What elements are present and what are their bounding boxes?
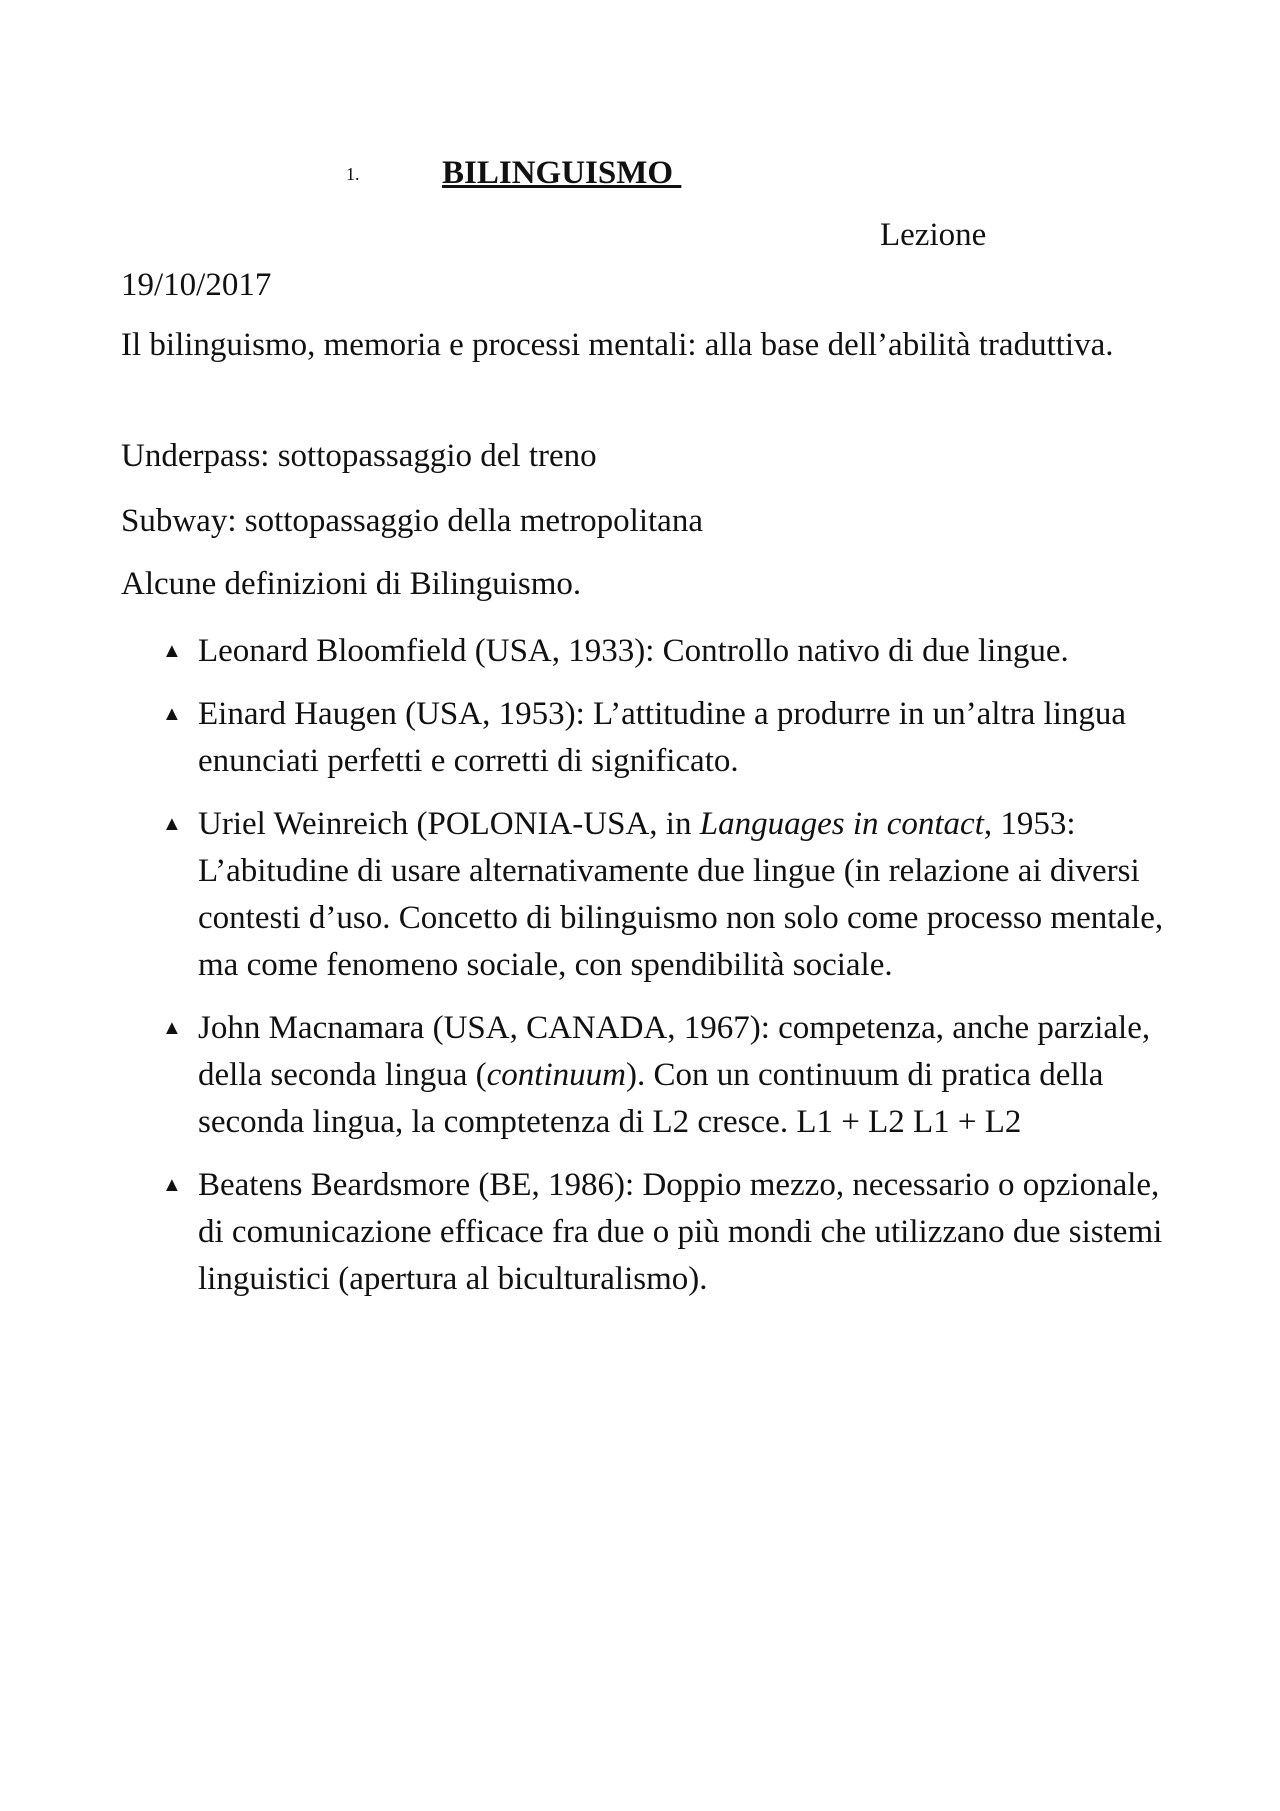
triangle-bullet-icon: ▲	[162, 813, 182, 835]
definition-text-part: ). Con un continuum di pratica della seconda lingua, la comptetenza di L2 cresce. L1 + L2 L1 + L2	[198, 1057, 1104, 1140]
triangle-bullet-icon: ▲	[162, 1174, 182, 1196]
definition-text-part: Uriel Weinreich (POLONIA-USA, in	[198, 806, 700, 842]
section-heading	[0, 150, 1280, 200]
definition-text-part: , 1953: L’abitudine di usare alternativamente due lingue (in relazione ai diversi contesti d’uso. Concetto di bilinguismo non solo come processo mentale, ma come fenomeno sociale, con spendibilità sociale.	[198, 806, 1164, 983]
list-item	[162, 1162, 1180, 1303]
lesson-date: 19/10/2017	[121, 267, 272, 303]
triangle-bullet-icon: ▲	[162, 703, 182, 725]
definitions-list	[0, 628, 1280, 1319]
definition-text	[198, 696, 1126, 779]
lesson-label: Lezione	[880, 217, 987, 253]
definition-text	[198, 1167, 1162, 1297]
definition-text	[198, 1010, 1150, 1140]
heading-title: BILINGUISMO	[442, 155, 682, 191]
definition-italic-part: Languages in contact	[699, 806, 984, 842]
list-item	[162, 628, 1180, 675]
triangle-bullet-icon: ▲	[162, 1017, 182, 1039]
definition-italic-part: continuum	[486, 1057, 626, 1093]
list-item	[162, 691, 1180, 785]
definition-text	[198, 806, 1163, 983]
definition-text-part: Einard Haugen (USA, 1953): L’attitudine a produrre in un’altra lingua enunciati perfetti e corretti di significato.	[198, 696, 1127, 779]
list-item	[162, 801, 1180, 989]
heading-number: 1.	[346, 164, 360, 184]
glossary-subway: Subway: sottopassaggio della metropolitana	[121, 503, 703, 539]
definition-text-part: Leonard Bloomfield (USA, 1933): Controllo nativo di due lingue.	[198, 633, 1069, 669]
definitions-title: Alcune definizioni di Bilinguismo.	[121, 566, 582, 602]
triangle-bullet-icon: ▲	[162, 640, 182, 662]
definition-text	[198, 633, 1069, 669]
intro-paragraph: Il bilinguismo, memoria e processi mentali: alla base dell’abilità traduttiva.	[121, 327, 1114, 363]
glossary-underpass: Underpass: sottopassaggio del treno	[121, 438, 597, 474]
definition-text-part: Beatens Beardsmore (BE, 1986): Doppio mezzo, necessario o opzionale, di comunicazione efficace fra due o più mondi che utilizzano due sistemi linguistici (apertura al biculturalismo).	[198, 1167, 1163, 1297]
list-item	[162, 1005, 1180, 1146]
definition-text-part: John Macnamara (USA, CANADA, 1967): competenza, anche parziale, della seconda lingua (	[198, 1010, 1151, 1093]
